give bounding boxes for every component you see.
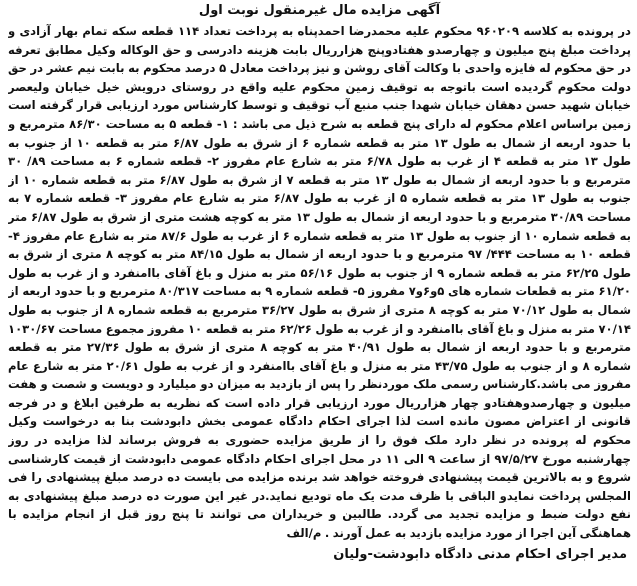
notice-body-text: در پرونده به کلاسه ۹۶۰۲۰۹ محکوم علیه محمدرضا احمدپناه به پرداخت تعداد ۱۱۴ قطعه سکه تمام بهار آزادی و پرداخت مبلغ پنج میلیون و چهارصدو هفتادوپنج هزارریال بابت هزینه دادرسی و حق الوکاله وکیل مطابق تعرفه در حق محکوم له فایزه واحدی با وکالت آقای روشن و نیز پرداخت معادل ۵ درصد محکوم به بابت نیم عشر در حق دولت محکوم گردیده است باتوجه به توقیف زمین محکوم علیه واقع در روستای درویش خیل خیابان ولیعصر خیابان شهید حسن دهقان خیابان شهدا جنب منبع آب توقیف و توسط کارشناس مورد ارزیابی قرار گرفته است زمین براساس اعلام محکوم له دارای پنج قطعه به شرح ذیل می باشد : ۱- قطعه ۵ به مساحت ۸۶/۳۰ مترمربع و با حدود اربعه از شمال به طول ۱۳ متر به قطعه شماره ۶ از شرق به طول ۶/۸۷ متر به قطعه ۱۰ از جنوب به طول ۱۳ متر به قطعه ۴ از غرب به طول ۶/۷۸ متر به شارع عام مفروز ۲- قطعه شماره ۶ به مساحت ۸۹/ ۳۰ مترمربع و با حدود اربعه از شمال به طول ۱۳ متر به قطعه ۷ از شرق به طول ۶/۸۷ متر به قطعه شماره ۱۰ از جنوب به طول ۱۳ متر به قطعه شماره ۵ از غرب به طول ۶/۸۷ متر به شارع عام مفروز ۳- قطعه شماره ۷ به مساحت ۳۰/۸۹ مترمربع و با حدود اربعه از شمال به طول ۱۳ متر به کوچه هشت متری از شرق به طول ۶/۸۷ متر به قطعه شماره ۱۰ از جنوب به طول ۱۳ متر به قطعه شماره ۶ از غرب به طول ۸۷/۶ متر به شارع عام مفروز ۴- قطعه ۱۰ به مساحت ۴۴۴/ ۹۷ مترمربع و با حدود اربعه از شمال به طول ۸۴/۱۵ متر به کوچه ۸ متری از شرق به طول ۶۲/۲۵ متر به قطعه شماره ۹ از جنوب به طول ۵۶/۱۶ متر به منزل و باغ آقای باامنفرد و از غرب به طول ۶۱/۲۰ متر به قطعات شماره های ۵و۶و۷ مفروز ۵- قطعه شماره ۹ به مساحت ۸۰/۳۱۷ مترمربع و با حدود اربعه از شمال به طول ۷۰/۱۲ متر به کوچه ۸ متری از شرق به طول ۳۶/۲۷ مترمربع به قطعه شماره ۸ از جنوب به طول ۷۰/۱۴ متر به منزل و باغ آقای باامنفرد و از غرب به طول ۶۲/۲۶ متر به قطعه ۱۰ مفروز مجموع مساحت ۱۰۳۰/۶۷ مترمربع و با حدود اربعه از شمال به طول ۴۰/۹۱ متر به کوچه ۸ متری از شرق به طول ۲۷/۳۶ متر به قطعه شماره ۸ و از جنوب به طول ۴۳/۷۵ متر به منزل و باغ آقای باامنفرد و از غرب به طول ۲۰/۶۱ متر به شارع عام مفروز می باشد.کارشناس رسمی ملک موردنظر را پس از بازدید به میزان دو میلیارد و دویست و شصت و هفت میلیون و چهارصدوهفتادو چهار هزارریال مورد ارزیابی قرار داده است که نظریه به طرفین ابلاغ و در فرجه قانونی از اعتراض مصون مانده است لذا اجرای احکام دادگاه عمومی بخش دابودشت بنا به درخواست وکیل محکوم له پرونده در نظر دارد ملک فوق را از طریق مزایده حضوری به فروش برساند لذا مزایده در روز چهارشنبه مورخ ۹۷/۵/۲۷ از ساعت ۹ الی ۱۱ در محل اجرای احکام دادگاه عمومی دابودشت از قیمت کارشناسی شروع و به بالاترین قیمت پیشنهادی فروخته خواهد شد برنده مزایده می بایست ده درصد مبلغ پیشنهادی را فی المجلس پرداخت نمایدو الباقی با ظرف مدت یک ماه تودیع نماید.در غیر این صورت ده درصد مبلغ پیشنهادی به نفع دولت ضبط و مزایده تجدید می گردد. طالبین و خریداران می توانند تا پنج روز قبل از انجام مزایده با هماهنگی آین اجرا از مورد مزایده بازدید به عمل آورند . م/الف (8, 24, 631, 541)
notice-title: آگهی مزایده مال غیرمنقول نوبت اول (198, 3, 441, 18)
notice-signature: مدیر اجرای احکام مدنی دادگاه دابودشت-ولیان (333, 547, 627, 562)
